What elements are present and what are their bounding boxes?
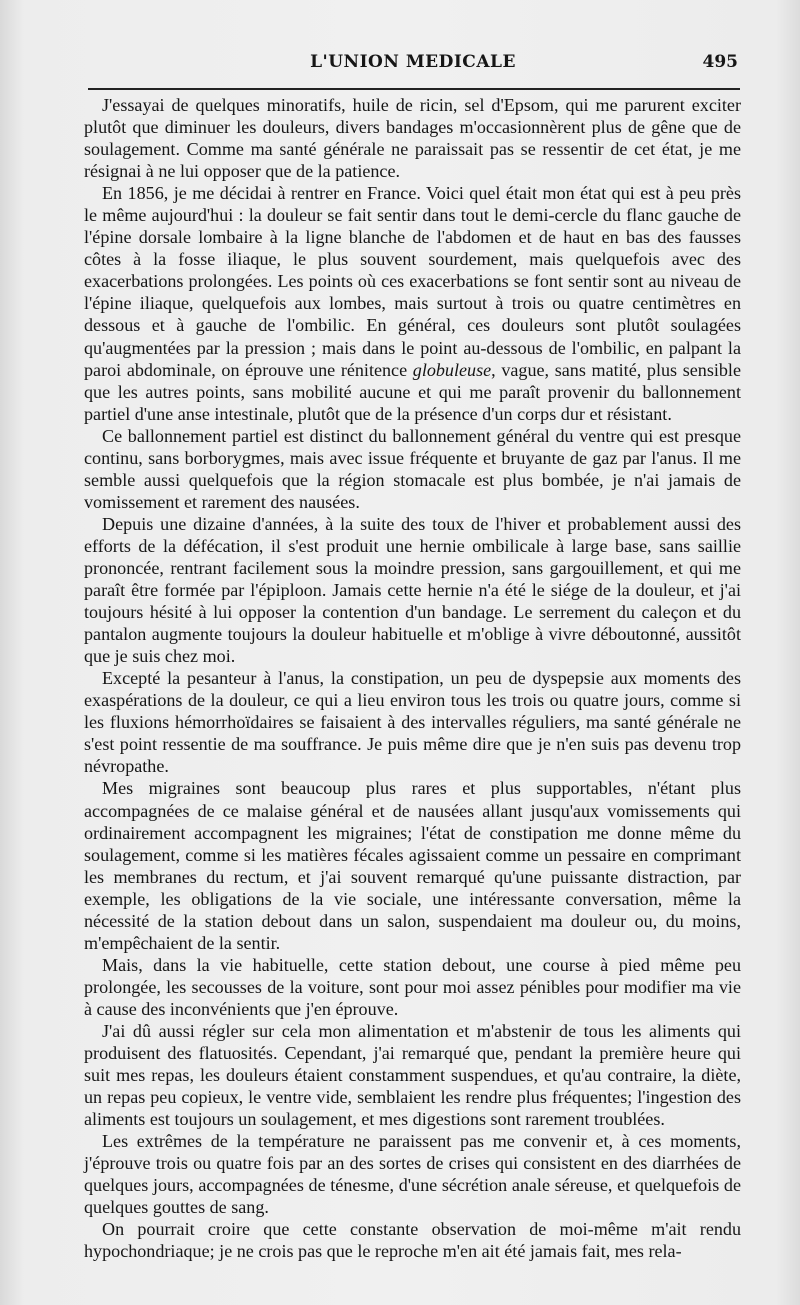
page-number: 495 [702,52,738,72]
paragraph: J'ai dû aussi régler sur cela mon alimentation et m'abstenir de tous les aliments qui produisent des flatuosités. Cependant, j'ai remarqué que, pendant la première heure qui suit mes repas, les douleurs étaient constamment suspendues, et qu'au contraire, la diète, un repas peu copieux, le ventre vide, semblaient les rendre plus fréquentes; l'ingestion des aliments est toujours un soulagement, et mes digestions sont rarement troublées. [84,1020,741,1130]
header-rule [88,88,740,90]
paragraph: Mais, dans la vie habituelle, cette station debout, une course à pied même peu prolongée, les secousses de la voiture, sont pour moi assez pénibles pour modifier ma vie à cause des inconvénients que j'en éprouve. [84,954,741,1019]
paragraph: Ce ballonnement partiel est distinct du ballonnement général du ventre qui est presque continu, sans borborygmes, mais avec issue fréquente et bruyante de gaz par l'anus. Il me semble aussi quelquefois que la région stomacale est plus bombée, je n'ai jamais de vomissement et rarement des nausées. [84,425,741,512]
italic-term: globuleuse [412,359,492,380]
paragraph: Depuis une dizaine d'années, à la suite des toux de l'hiver et probablement aussi des efforts de la défécation, il s'est produit une hernie ombilicale à large base, sans saillie prononcée, rentrant facilement sous la moindre pression, sans gargouillement, et qui me paraît être formée par l'épiploon. Jamais cette hernie n'a été le siége de la douleur, et j'ai toujours hésité à lui opposer la contention d'un bandage. Le serrement du caleçon et du pantalon augmente toujours la douleur habituelle et m'oblige à vivre déboutonné, aussitôt que je suis chez moi. [84,513,741,667]
page-header [88,52,738,82]
running-title: L'UNION MEDICALE [310,52,516,72]
paragraph: J'essayai de quelques minoratifs, huile de ricin, sel d'Epsom, qui me parurent exciter plutôt que diminuer les douleurs, divers bandages m'occasionnèrent plus de gêne que de soulagement. Comme ma santé générale ne paraissait pas se ressentir de cet état, je me résignai à ne lui opposer que de la patience. [84,95,741,182]
paragraph: Les extrêmes de la température ne paraissent pas me convenir et, à ces moments, j'éprouve trois ou quatre fois par an des sortes de crises qui consistent en des diarrhées de quelques jours, accompagnées de ténesme, d'une sécrétion anale séreuse, et quelquefois de quelques gouttes de sang. [84,1131,741,1218]
paragraph: Excepté la pesanteur à l'anus, la constipation, un peu de dyspepsie aux moments des exaspérations de la douleur, ce qui a lieu environ tous les trois ou quatre jours, comme si les fluxions hémorrhoïdaires se faisaient à des intervalles réguliers, ma santé générale ne s'est point ressentie de ma souffrance. Je puis même dire que je n'en suis pas devenu trop névropathe. [84,668,741,777]
paragraph: On pourrait croire que cette constante observation de moi-même m'ait rendu hypochondriaque; je ne crois pas que le reproche m'en ait été jamais fait, mes rela- [84,1219,741,1262]
body-text [84,94,741,1262]
paragraph: En 1856, je me décidai à rentrer en France. Voici quel était mon état qui est à peu près le même aujourd'hui : la douleur se fait sentir dans tout le demi-cercle du flanc gauche de l'épine dorsale lombaire à la ligne blanche de l'abdomen et de haut en bas des fausses côtes à la fosse iliaque, le plus souvent sourdement, mais quelquefois avec des exacerbations prolongées. Les points où ces exacerbations se font sentir sont au niveau de l'épine iliaque, quelquefois aux lombes, mais surtout à trois ou quatre centimètres en dessous et à gauche de l'ombilic. En général, ces douleurs sont plutôt soulagées qu'augmentées par la pression ; mais dans le point au-dessous de l'ombilic, en palpant la paroi abdominale, on éprouve une rénitence globuleuse, vague, sans matité, plus sensible que les autres points, sans mobilité aucune et qui me paraît provenir du ballonnement partiel d'une anse intestinale, plutôt que de la présence d'un corps dur et résistant. [84,183,741,424]
paragraph: Mes migraines sont beaucoup plus rares et plus supportables, n'étant plus accompagnées de ce malaise général et de nausées allant jusqu'aux vomissements qui ordinairement accompagnent les migraines; l'état de constipation me donne même du soulagement, comme si les matières fécales agissaient comme un pessaire en comprimant les membranes du rectum, et j'ai souvent remarqué qu'une puissante distraction, par exemple, les obligations de la vie sociale, une intéressante conversation, même la nécessité de la station debout dans un salon, suspendaient ma douleur ou, du moins, m'empêchaient de la sentir. [84,778,741,953]
